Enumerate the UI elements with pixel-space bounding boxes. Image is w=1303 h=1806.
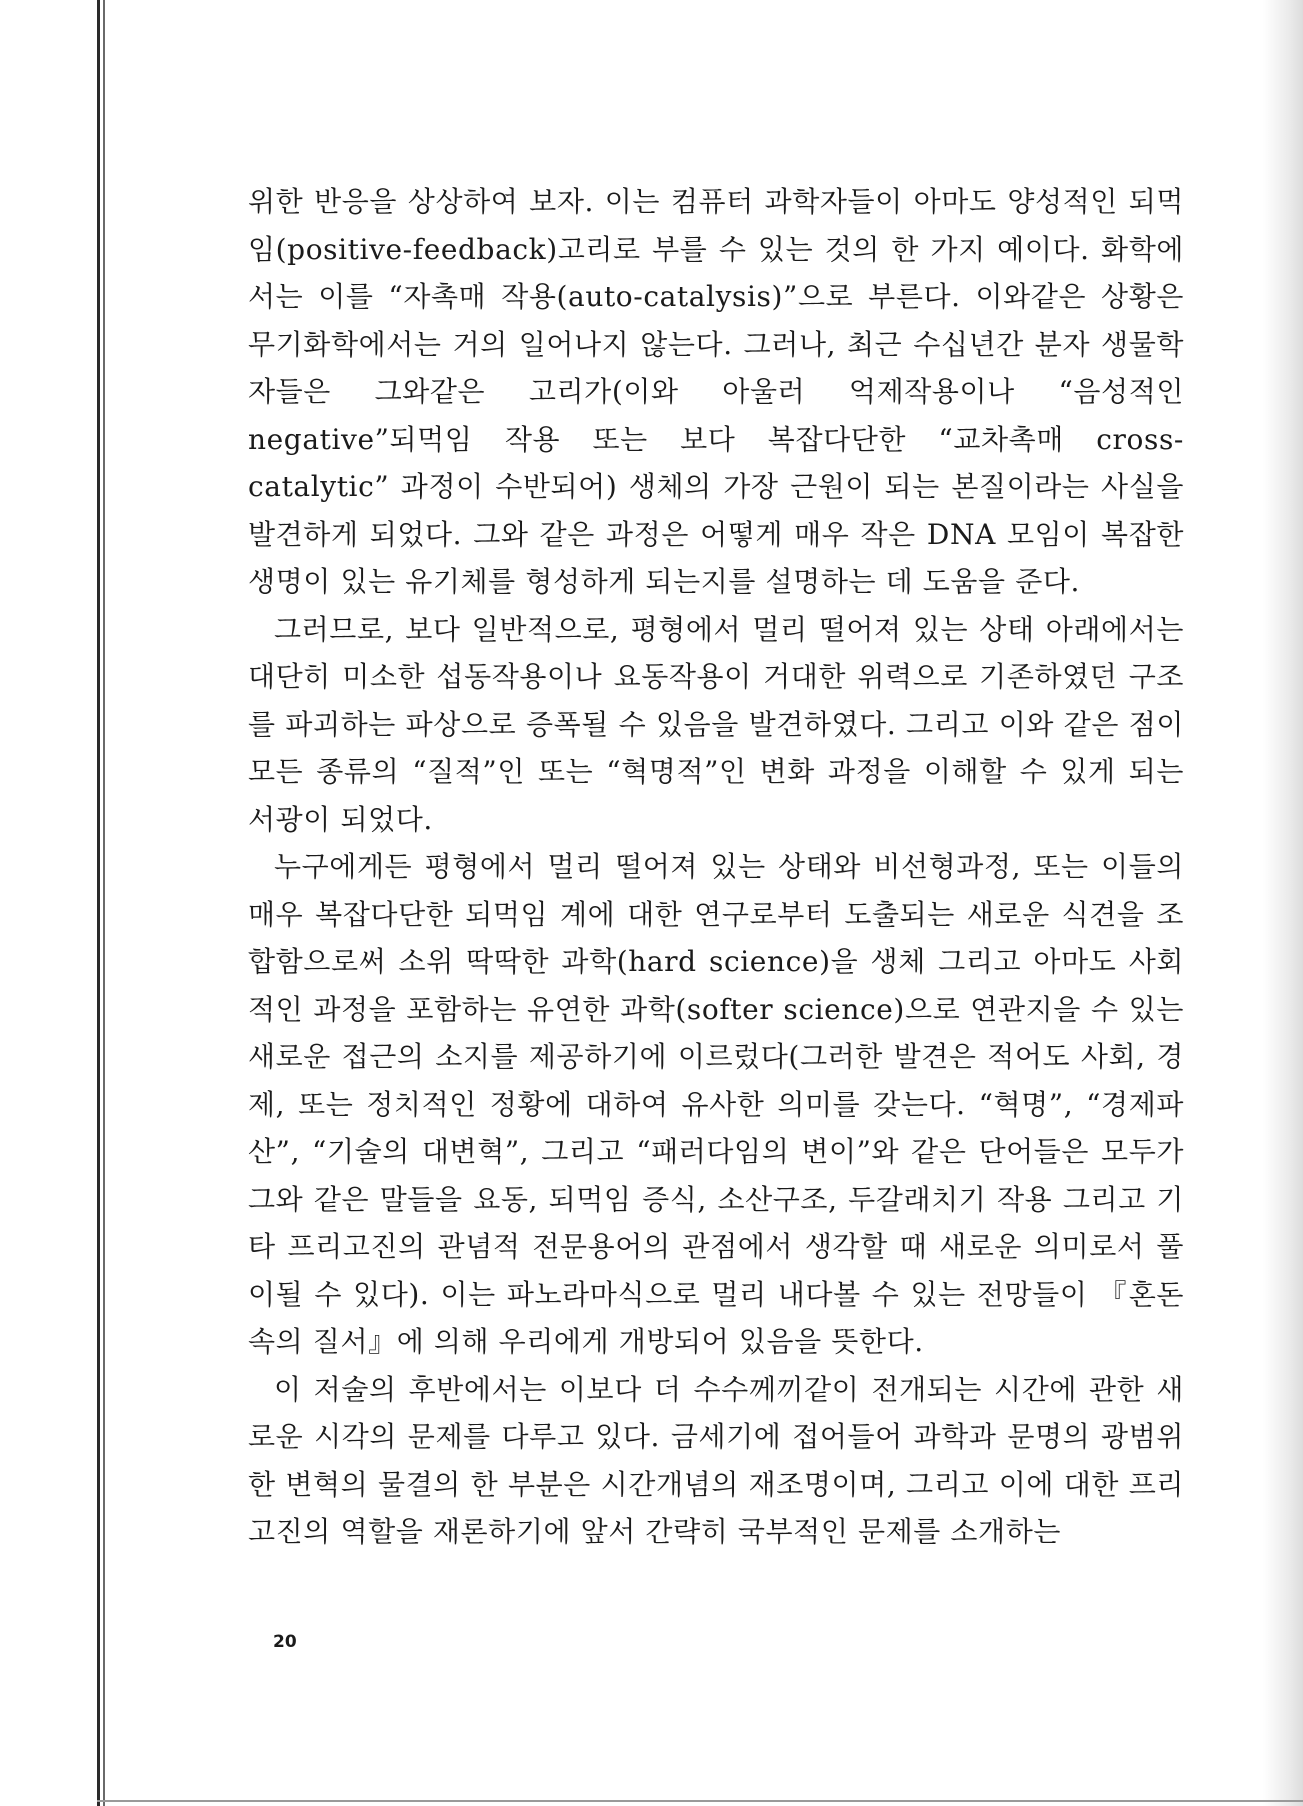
page-left-edge-light [103,0,105,1806]
page-number: 20 [273,1632,297,1652]
paragraph: 누구에게든 평형에서 멀리 떨어져 있는 상태와 비선형과정, 또는 이들의 매우 복잡다단한 되먹임 계에 대한 연구로부터 도출되는 새로운 식견을 조합함으로써 소위 딱딱한 과학(hard science)을 생체 그리고 아마도 사회적인 과정을 포함하는 유연한 과학(softer science)으로 연관지을 수 있는 새로운 접근의 소지를 제공하기에 이르렀다(그러한 발견은 적어도 사회, 경제, 또는 정치적인 정황에 대하여 유사한 의미를 갖는다. “혁명”, “경제파산”, “기술의 대변혁”, 그리고 “패러다임의 변이”와 같은 단어들은 모두가 그와 같은 말들을 요동, 되먹임 증식, 소산구조, 두갈래치기 작용 그리고 기타 프리고진의 관념적 전문용어의 관점에서 생각할 때 새로운 의미로서 풀이될 수 있다). 이는 파노라마식으로 멀리 내다볼 수 있는 전망들이 『혼돈 속의 질서』에 의해 우리에게 개방되어 있음을 뜻한다. [248,850,1184,1358]
page-left-edge-dark [97,0,100,1806]
page-right-shadow [1263,0,1303,1806]
paragraph: 위한 반응을 상상하여 보자. 이는 컴퓨터 과학자들이 아마도 양성적인 되먹임(positive-feedback)고리로 부를 수 있는 것의 한 가지 예이다. 화학에서는 이를 “자촉매 작용(auto-catalysis)”으로 부른다. 이와같은 상황은 무기화학에서는 거의 일어나지 않는다. 그러나, 최근 수십년간 분자 생물학자들은 그와같은 고리가(이와 아울러 억제작용이나 “음성적인 negative”되먹임 작용 또는 보다 복잡다단한 “교차촉매 cross-catalytic” 과정이 수반되어) 생체의 가장 근원이 되는 본질이라는 사실을 발견하게 되었다. 그와 같은 과정은 어떻게 매우 작은 DNA 모임이 복잡한 생명이 있는 유기체를 형성하게 되는지를 설명하는 데 도움을 준다. [248,185,1184,598]
page-bottom-edge [97,1800,1303,1802]
body-text [248,178,1184,1556]
paragraph: 그러므로, 보다 일반적으로, 평형에서 멀리 떨어져 있는 상태 아래에서는 대단히 미소한 섭동작용이나 요동작용이 거대한 위력으로 기존하였던 구조를 파괴하는 파상으로 증폭될 수 있음을 발견하였다. 그리고 이와 같은 점이 모든 종류의 “질적”인 또는 “혁명적”인 변화 과정을 이해할 수 있게 되는 서광이 되었다. [248,612,1184,836]
paragraph: 이 저술의 후반에서는 이보다 더 수수께끼같이 전개되는 시간에 관한 새로운 시각의 문제를 다루고 있다. 금세기에 접어들어 과학과 문명의 광범위한 변혁의 물결의 한 부분은 시간개념의 재조명이며, 그리고 이에 대한 프리고진의 역할을 재론하기에 앞서 간략히 국부적인 문제를 소개하는 [248,1372,1184,1548]
